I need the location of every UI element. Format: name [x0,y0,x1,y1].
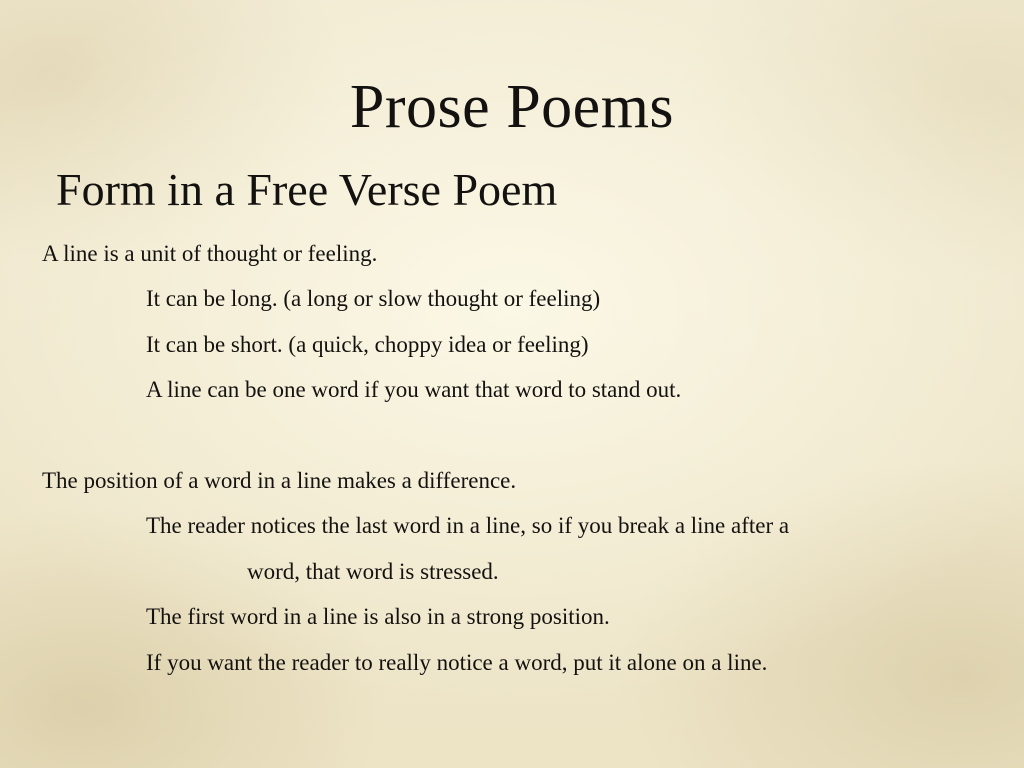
section1-point-3: A line can be one word if you want that word to stand out. [146,377,682,402]
slide-title: Prose Poems [349,73,675,141]
section1-heading: A line is a unit of thought or feeling. [42,241,378,266]
section2-point-1: The reader notices the last word in a line, so if you break a line after a [146,513,790,538]
slide-subtitle: Form in a Free Verse Poem [56,164,558,215]
section2-point-3: If you want the reader to really notice a word, put it alone on a line. [146,650,768,675]
section2-heading: The position of a word in a line makes a difference. [42,468,517,493]
section2-point-1-continuation: word, that word is stressed. [247,559,499,584]
section1-point-2: It can be short. (a quick, choppy idea or feeling) [146,332,589,357]
section1-point-1: It can be long. (a long or slow thought or feeling) [146,286,601,311]
section2-point-2: The first word in a line is also in a strong position. [146,604,610,629]
